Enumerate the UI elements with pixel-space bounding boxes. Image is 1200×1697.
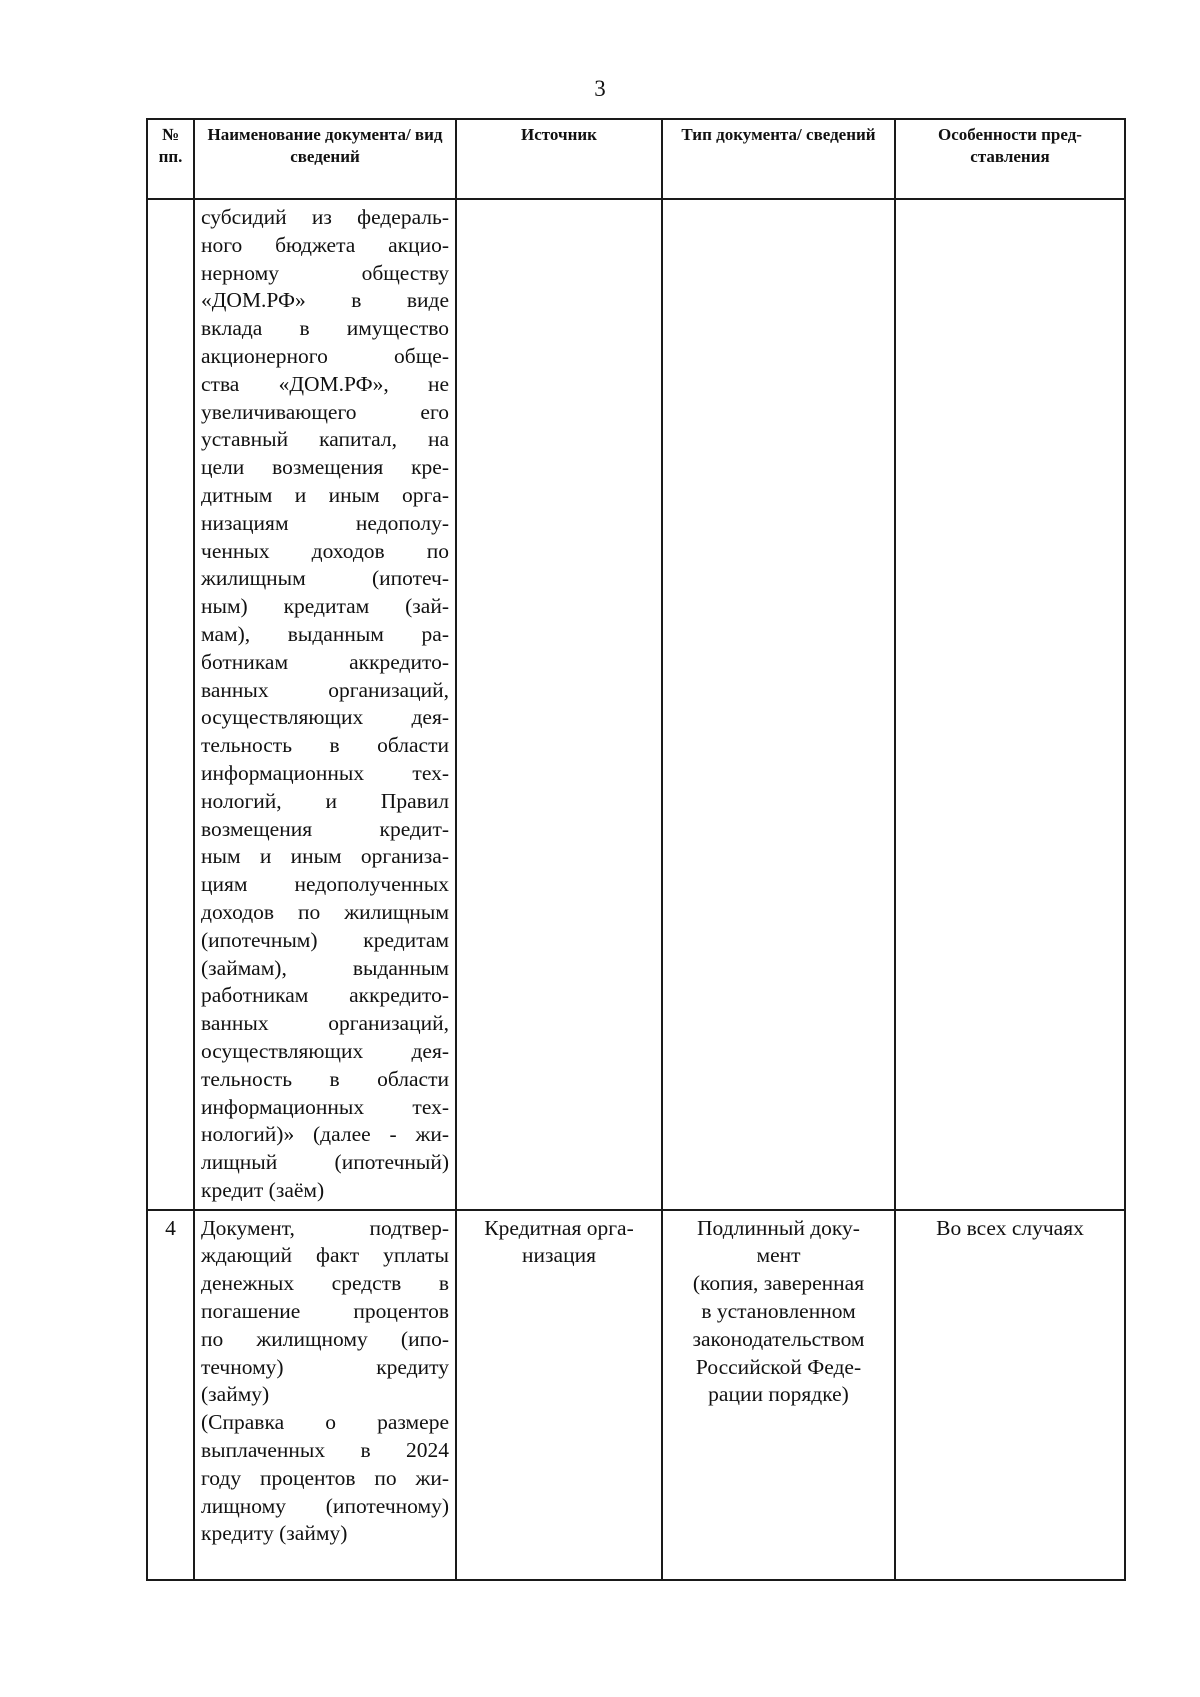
row-number: 4 <box>147 1210 194 1580</box>
text-line: ного бюджета акцио- <box>201 232 449 257</box>
text-line: (ипотечным) кредитам <box>201 927 449 952</box>
header-document-type: Тип документа/ сведений <box>662 119 895 199</box>
text-line: ждающий факт уплаты <box>201 1243 449 1268</box>
row-document-type <box>662 199 895 1210</box>
text-line: лищному (ипотечному) <box>201 1493 449 1518</box>
text-line: осуществляющих дея- <box>201 705 449 730</box>
text-line: Подлинный доку- <box>697 1215 860 1240</box>
table-header-row <box>147 119 1125 199</box>
text-line: ванных организаций, <box>201 677 449 702</box>
text-line: тельность в области <box>201 733 449 758</box>
text-line: циям недополученных <box>201 872 449 897</box>
text-line: субсидий из федераль- <box>201 205 449 229</box>
text-line: ным) кредитам (зай- <box>201 594 449 619</box>
text-line: мент <box>756 1243 801 1268</box>
text-line: информационных тех- <box>201 760 449 785</box>
header-features: Особенности пред-ставления <box>895 119 1125 199</box>
text-line: цели возмещения кре- <box>201 455 449 480</box>
text-line: ботникам аккредито- <box>201 649 449 674</box>
text-line: законодательством <box>692 1326 865 1351</box>
text-line: акционерного обще- <box>201 343 449 368</box>
text-line: в установленном <box>701 1299 856 1324</box>
text-line: осуществляющих дея- <box>201 1038 449 1063</box>
row-source <box>456 1210 662 1580</box>
text-line: (займам), выданным <box>201 955 449 980</box>
text-line: ства «ДОМ.РФ», не <box>201 371 449 396</box>
text-line: Российской Феде- <box>695 1354 862 1379</box>
table-row <box>147 1210 1125 1580</box>
documents-table <box>146 118 1126 1581</box>
text-line: ным и иным организа- <box>201 844 449 869</box>
text-line: нологий)» (далее - жи- <box>201 1122 449 1147</box>
text-line: мам), выданным ра- <box>201 621 449 646</box>
text-line: работникам аккредито- <box>201 983 449 1008</box>
text-line: году процентов по жи- <box>201 1465 449 1490</box>
text-line: доходов по жилищным <box>201 899 449 924</box>
text-line: низациям недополу- <box>201 510 449 535</box>
text-line: выплаченных в 2024 <box>201 1438 449 1463</box>
row-document-type <box>662 1210 895 1580</box>
row-document-name <box>194 1210 456 1580</box>
text-line: (займу) <box>201 1382 270 1407</box>
row-document-name <box>194 199 456 1210</box>
text-line: нерному обществу <box>201 260 449 285</box>
text-line: вклада в имущество <box>201 316 449 341</box>
text-line: «ДОМ.РФ» в виде <box>201 288 449 313</box>
header-source: Источник <box>456 119 662 199</box>
text-line: информационных тех- <box>201 1094 449 1119</box>
row-number <box>147 199 194 1210</box>
text-line: низация <box>522 1243 596 1268</box>
text-line: возмещения кредит- <box>201 816 449 841</box>
text-line: (копия, заверенная <box>692 1271 865 1296</box>
text-line: денежных средств в <box>201 1271 449 1296</box>
text-line: дитным и иным орга- <box>201 482 449 507</box>
text-line: по жилищному (ипо- <box>201 1326 449 1351</box>
text-line: течному) кредиту <box>201 1354 449 1379</box>
text-line: погашение процентов <box>201 1299 449 1324</box>
text-line: рации порядке) <box>708 1382 849 1407</box>
text-line: Кредитная орга- <box>484 1215 634 1240</box>
text-line: тельность в области <box>201 1066 449 1091</box>
text-line: уставный капитал, на <box>201 427 449 452</box>
text-line: кредит (заём) <box>201 1177 325 1202</box>
table-row <box>147 199 1125 1210</box>
text-line: (Справка о размере <box>201 1410 449 1435</box>
row-features <box>895 199 1125 1210</box>
row-source <box>456 199 662 1210</box>
header-number: № пп. <box>147 119 194 199</box>
text-line: ченных доходов по <box>201 538 449 563</box>
header-document-name: Наименование документа/ вид сведений <box>194 119 456 199</box>
text-line: кредиту (займу) <box>201 1521 348 1546</box>
text-line: Документ, подтвер- <box>201 1215 449 1240</box>
text-line: лищный (ипотечный) <box>201 1150 449 1175</box>
text-line: нологий, и Правил <box>201 788 449 813</box>
text-line: увеличивающего его <box>201 399 449 424</box>
text-line: ванных организаций, <box>201 1011 449 1036</box>
row-features: Во всех случаях <box>895 1210 1125 1580</box>
page-number: 3 <box>594 76 606 101</box>
text-line: жилищным (ипотеч- <box>201 566 449 591</box>
